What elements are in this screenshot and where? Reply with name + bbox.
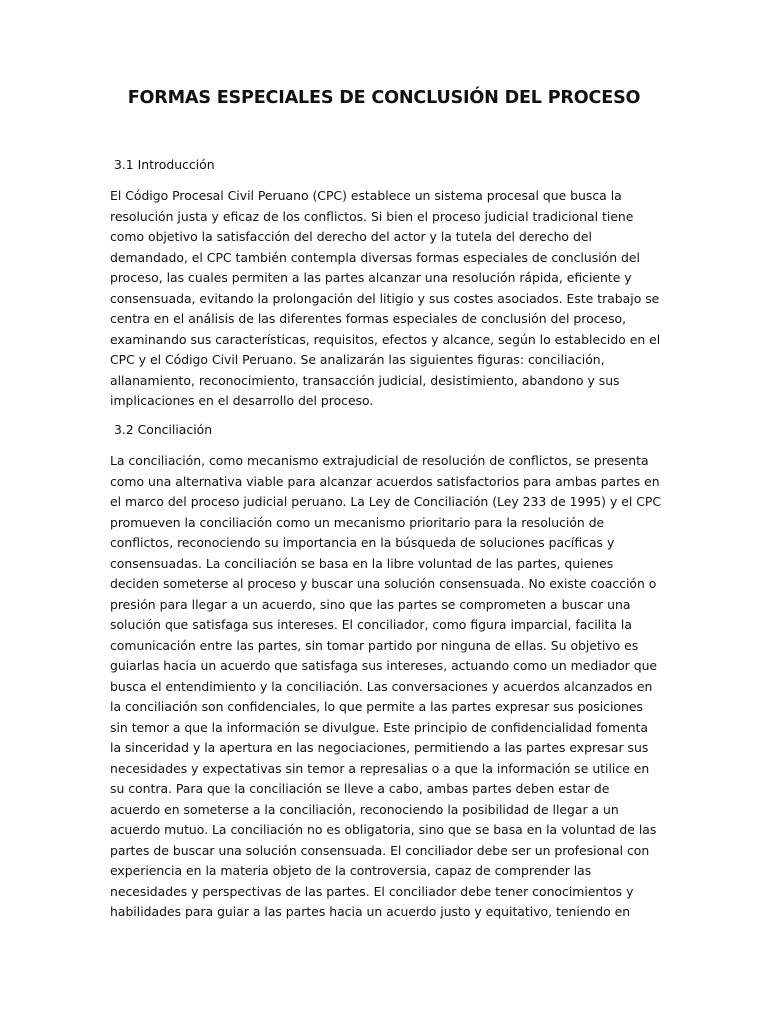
paragraph-line: La conciliación, como mecanismo extrajudicial de resolución de conflictos, se presenta	[110, 453, 649, 468]
paragraph-line: su contra. Para que la conciliación se lleve a cabo, ambas partes deben estar de	[110, 781, 610, 796]
paragraph-line: CPC y el Código Civil Peruano. Se analizarán las siguientes figuras: conciliación,	[110, 352, 605, 367]
paragraph-line: la sinceridad y la apertura en las negociaciones, permitiendo a las partes expresar sus	[110, 740, 649, 755]
paragraph-line: centra en el análisis de las diferentes formas especiales de conclusión del proceso,	[110, 311, 627, 326]
paragraph-line: presión para llegar a un acuerdo, sino que las partes se comprometen a buscar una	[110, 596, 631, 612]
document-title: FORMAS ESPECIALES DE CONCLUSIÓN DEL PROCESO	[127, 88, 641, 108]
paragraph-line: demandado, el CPC también contempla diversas formas especiales de conclusión del	[110, 249, 640, 265]
section-heading-conciliacion: 3.2 Conciliación	[110, 422, 213, 437]
paragraph-line: guiarlas hacia un acuerdo que satisfaga sus intereses, actuando como un mediador que	[110, 658, 658, 673]
paragraph-line: el marco del proceso judicial peruano. La Ley de Conciliación (Ley 233 de 1995) y el CPC	[110, 494, 661, 509]
paragraph-line: habilidades para guiar a las partes hacia un acuerdo justo y equitativo, teniendo en	[110, 904, 631, 919]
paragraph-line: busca el entendimiento y la conciliación. Las conversaciones y acuerdos alcanzados en	[110, 678, 653, 694]
paragraph-line: proceso, las cuales permiten a las partes alcanzar una resolución rápida, eficiente y	[110, 270, 632, 285]
paragraph-line: conflictos, reconociendo su importancia en la búsqueda de soluciones pacíficas y	[110, 535, 615, 550]
paragraph-line: solución que satisfaga sus intereses. El conciliador, como figura imparcial, facilita la	[110, 617, 632, 632]
paragraph-introduccion	[110, 186, 660, 412]
paragraph-line: implicaciones en el desarrollo del proceso.	[110, 393, 374, 408]
paragraph-line: necesidades y expectativas sin temor a represalias o a que la información se utilice en	[110, 760, 650, 776]
paragraph-line: partes de buscar una solución consensuada. El conciliador debe ser un profesional con	[110, 842, 650, 858]
paragraph-line: promueven la conciliación como un mecanismo prioritario para la resolución de	[110, 514, 605, 530]
paragraph-line: experiencia en la materia objeto de la controversia, capaz de comprender las	[110, 863, 592, 878]
paragraph-line: sin temor a que la información se divulgue. Este principio de confidencialidad fomenta	[110, 719, 649, 735]
paragraph-line: resolución justa y eficaz de los conflictos. Si bien el proceso judicial tradicional tiene	[110, 208, 634, 224]
paragraph-line: la conciliación son confidenciales, lo que permite a las partes expresar sus posiciones	[110, 699, 643, 714]
paragraph-line: consensuada, evitando la prolongación del litigio y sus costes asociados. Este trabajo se	[110, 290, 660, 306]
paragraph-line: acuerdo mutuo. La conciliación no es obligatoria, sino que se basa en la voluntad de las	[110, 822, 657, 837]
paragraph-conciliacion	[110, 451, 660, 923]
paragraph-line: consensuadas. La conciliación se basa en la libre voluntad de las partes, quienes	[110, 555, 614, 571]
paragraph-line: como objetivo la satisfacción del derecho del actor y la tutela del derecho del	[110, 229, 592, 244]
paragraph-line: necesidades y perspectivas de las partes. El conciliador debe tener conocimientos y	[110, 883, 634, 899]
paragraph-line: El Código Procesal Civil Peruano (CPC) establece un sistema procesal que busca la	[110, 188, 622, 203]
paragraph-line: allanamiento, reconocimiento, transacción judicial, desistimiento, abandono y sus	[110, 372, 620, 388]
paragraph-line: comunicación entre las partes, sin tomar partido por ninguna de ellas. Su objetivo es	[110, 637, 639, 653]
paragraph-line: deciden someterse al proceso y buscar una solución consensuada. No existe coacción o	[110, 576, 657, 591]
paragraph-line: como una alternativa viable para alcanzar acuerdos satisfactorios para ambas partes en	[110, 473, 660, 489]
paragraph-line: acuerdo en someterse a la conciliación, reconociendo la posibilidad de llegar a un	[110, 801, 619, 817]
paragraph-line: examinando sus características, requisitos, efectos y alcance, según lo establecido en el	[110, 331, 661, 347]
section-heading-introduccion: 3.1 Introducción	[110, 157, 215, 172]
